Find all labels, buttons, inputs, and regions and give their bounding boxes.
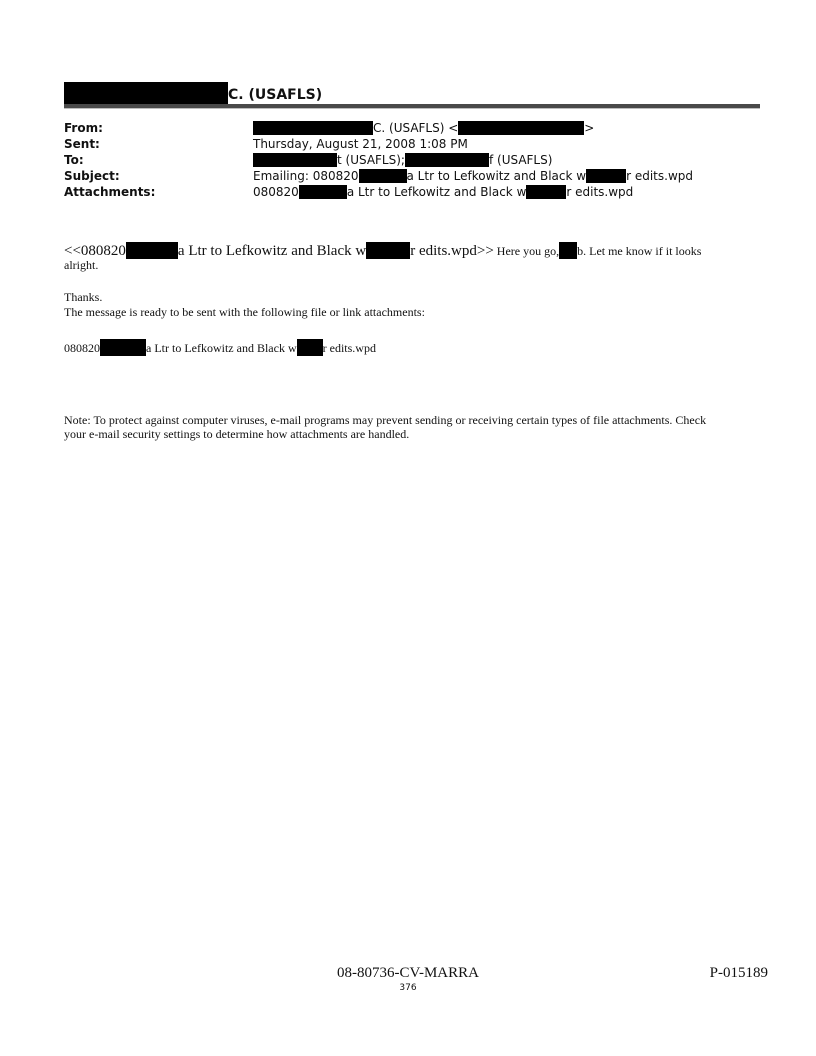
body-filename-start: <<080820 (64, 243, 126, 259)
to-label: To: (64, 153, 84, 167)
sent-value: Thursday, August 21, 2008 1:08 PM (253, 137, 468, 151)
body-message-1: Here you go, (496, 244, 560, 258)
subject-text-1: Emailing: 080820 (253, 169, 359, 183)
subject-value (253, 168, 693, 184)
page-number: 376 (399, 983, 417, 993)
redaction-block (405, 153, 489, 167)
redaction-block (64, 82, 228, 104)
bates-number: P-015189 (709, 965, 768, 981)
case-number: 08-80736-CV-MARRA (337, 965, 479, 981)
to-recipient-1: t (USAFLS); (337, 153, 405, 167)
body-ready-message: The message is ready to be sent with the following file or link attachments: (64, 305, 425, 319)
body-filename-end: r edits.wpd>> (410, 243, 494, 259)
attachment-file-link[interactable] (64, 339, 754, 356)
redaction-block (559, 242, 577, 259)
redaction-block (126, 242, 178, 259)
subject-text-3: r edits.wpd (626, 169, 693, 183)
to-recipient-2: f (USAFLS) (488, 153, 553, 167)
subject-text-2: a Ltr to Lefkowitz and Black w (406, 169, 587, 183)
body-line-2: alright. (64, 258, 99, 272)
header-divider (64, 104, 760, 109)
redaction-block (458, 121, 584, 135)
from-label: From: (64, 121, 103, 135)
redaction-block (366, 242, 410, 259)
to-value (253, 152, 552, 168)
redaction-block (253, 153, 337, 167)
file-text-1: 080820 (64, 341, 100, 355)
from-value-text: C. (USAFLS) < (373, 121, 459, 135)
body-thanks: Thanks. (64, 290, 103, 304)
attachments-label: Attachments: (64, 185, 156, 199)
attachment-text-2: a Ltr to Lefkowitz and Black w (346, 185, 527, 199)
subject-label: Subject: (64, 169, 120, 183)
attachments-value[interactable] (253, 184, 633, 200)
redaction-block (586, 169, 626, 183)
body-filename-mid: a Ltr to Lefkowitz and Black w (177, 243, 367, 259)
attachment-text-3: r edits.wpd (566, 185, 634, 199)
security-note-line-2: your e-mail security settings to determine how attachments are handled. (64, 427, 410, 441)
file-text-3: r edits.wpd (322, 341, 376, 355)
redaction-block (100, 339, 146, 356)
attachment-text-1: 080820 (253, 185, 299, 199)
security-note-line-1: Note: To protect against computer viruses, e-mail programs may prevent sending or receiving certain types of file attachments. Check (64, 413, 707, 427)
header-title-text: C. (USAFLS) (228, 87, 323, 103)
redaction-block (359, 169, 407, 183)
redaction-block (299, 185, 347, 199)
from-value-end: > (584, 121, 595, 135)
body-line-1 (64, 242, 754, 259)
file-text-2: a Ltr to Lefkowitz and Black w (146, 341, 297, 355)
redaction-block (297, 339, 323, 356)
redaction-block (253, 121, 373, 135)
from-value (253, 120, 594, 136)
sent-label: Sent: (64, 137, 100, 151)
redaction-block (526, 185, 566, 199)
body-message-2: b. Let me know if it looks (577, 244, 702, 258)
